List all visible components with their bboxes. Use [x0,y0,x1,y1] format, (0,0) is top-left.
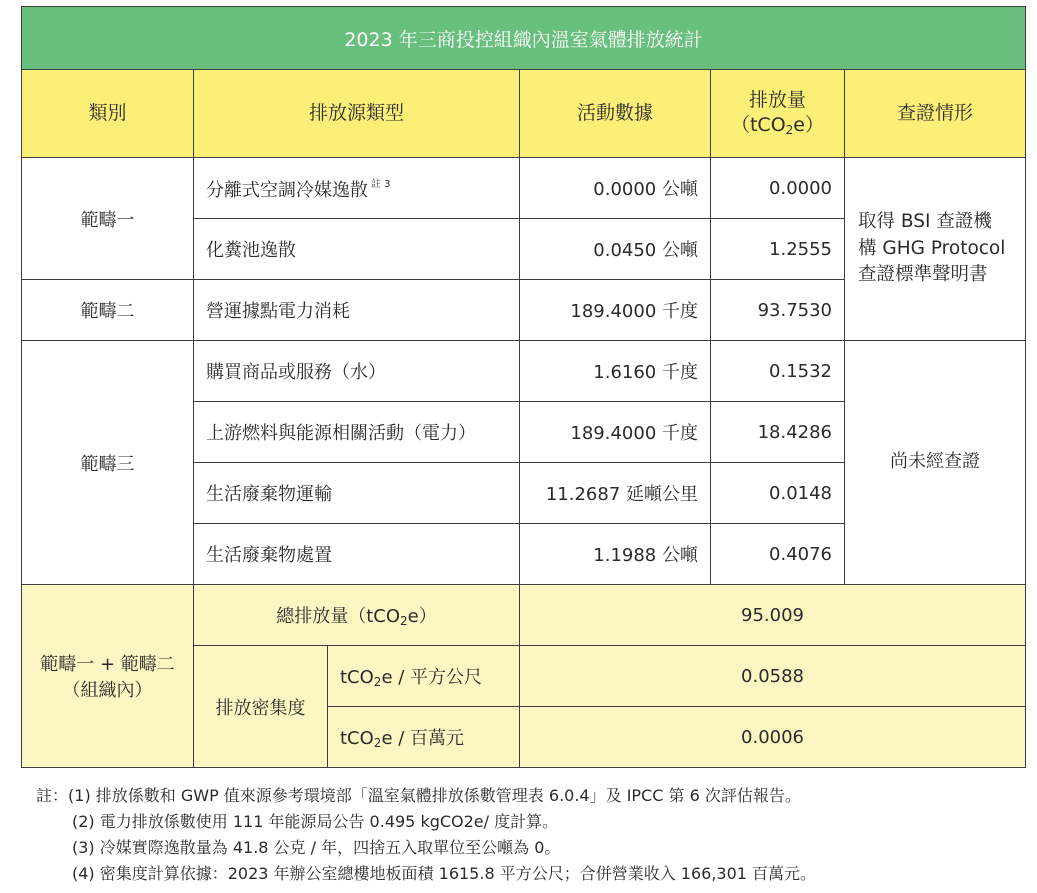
table-row [22,158,1026,219]
footnotes [36,783,816,887]
header-emissions [711,70,845,158]
total-emissions-value: 95.009 [520,585,1026,646]
source-cell: 分離式空調冷媒逸散 $^{註 3}$ [194,158,520,219]
emission-cell: 93.7530 [711,280,845,341]
source-cell: 購買商品或服務（水） [194,341,520,402]
summary-row [22,585,1026,646]
footnote-1: 註：(1) 排放係數和 GWP 值來源參考環境部「溫室氣體排放係數管理表 6.0.4」及 IPCC 第 6 次評估報告。 [36,783,816,809]
header-source-type: 排放源類型 [194,70,520,158]
activity-cell: 0.0000 公噸 [520,158,711,219]
footnote-ref: 註 3 [371,178,391,190]
activity-cell: 1.1988 公噸 [520,524,711,585]
header-emissions-unit: （tCO$_2$e） [730,114,824,138]
scope-1-2-label: 範疇一 + 範疇二 （組織內） [22,585,194,768]
activity-cell: 189.4000 千度 [520,402,711,463]
intensity-unit-area: tCO$_2$e / 平方公尺 [328,646,520,707]
footnote-prefix: 註： [36,786,69,805]
header-activity-data: 活動數據 [520,70,711,158]
emission-cell: 0.0000 [711,158,845,219]
scope-2-label: 範疇二 [22,280,194,341]
activity-cell: 189.4000 千度 [520,280,711,341]
header-category: 類別 [22,70,194,158]
footnote-3: (3) 冷媒實際逸散量為 41.8 公克 / 年，四捨五入取單位至公噸為 0。 [72,838,561,857]
header-row [22,70,1026,158]
intensity-label: 排放密集度 [194,646,328,768]
verification-verified: 取得 BSI 查證機 構 GHG Protocol 查證標準聲明書 [845,158,1026,341]
scope-3-label: 範疇三 [22,341,194,585]
source-cell: 上游燃料與能源相關活動（電力） [194,402,520,463]
table-title: 2023 年三商投控組織內溫室氣體排放統計 [22,7,1026,70]
emission-cell: 18.4286 [711,402,845,463]
scope-1-label: 範疇一 [22,158,194,280]
emission-cell: 0.0148 [711,463,845,524]
table-row [22,341,1026,402]
verification-unverified: 尚未經查證 [845,341,1026,585]
activity-cell: 0.0450 公噸 [520,219,711,280]
source-cell: 生活廢棄物運輸 [194,463,520,524]
intensity-area-value: 0.0588 [520,646,1026,707]
source-cell: 營運據點電力消耗 [194,280,520,341]
source-cell: 生活廢棄物處置 [194,524,520,585]
activity-cell: 11.2687 延噸公里 [520,463,711,524]
emission-cell: 0.4076 [711,524,845,585]
header-verification: 查證情形 [845,70,1026,158]
activity-cell: 1.6160 千度 [520,341,711,402]
source-cell: 化糞池逸散 [194,219,520,280]
intensity-revenue-value: 0.0006 [520,707,1026,768]
header-emissions-label: 排放量 [748,89,806,112]
emission-cell: 0.1532 [711,341,845,402]
footnote-2: (2) 電力排放係數使用 111 年能源局公告 0.495 kgCO2e/ 度計算。 [72,812,559,831]
intensity-unit-revenue: tCO$_2$e / 百萬元 [328,707,520,768]
total-emissions-label: 總排放量（tCO$_2$e） [194,585,520,646]
footnote-4: (4) 密集度計算依據：2023 年辦公室總樓地板面積 1615.8 平方公尺；合併營業收入 166,301 百萬元。 [72,864,817,883]
ghg-emissions-table [21,6,1026,768]
emission-cell: 1.2555 [711,219,845,280]
